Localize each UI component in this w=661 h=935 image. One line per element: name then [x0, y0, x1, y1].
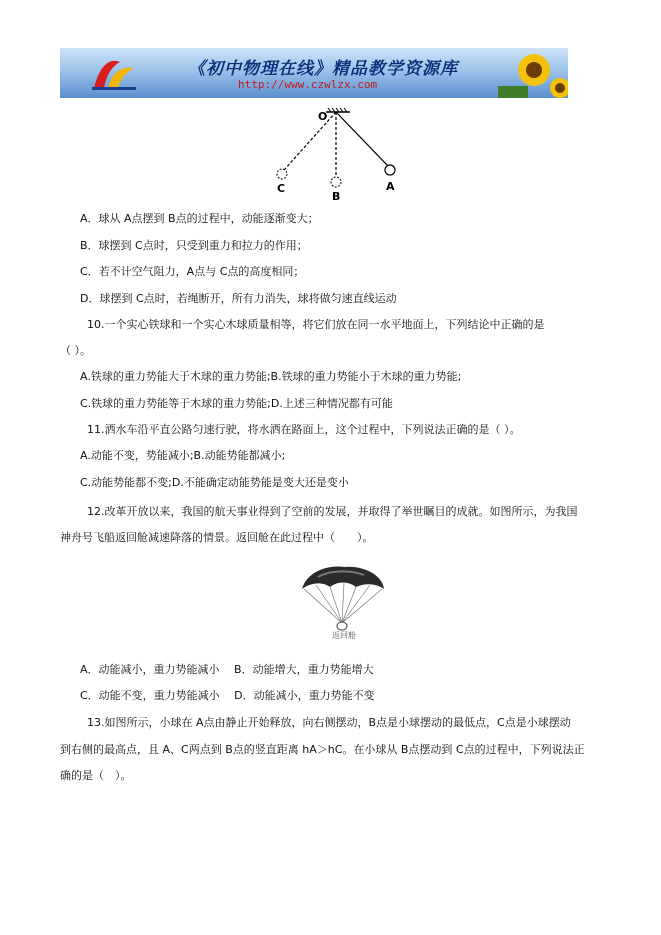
q12-stem-cont: 神舟号飞船返回舱减速降落的情景。返回舱在此过程中（ ）。 — [60, 531, 374, 544]
q11-options-ab: A.动能不变，势能减小;B.动能势能都减小; — [80, 449, 286, 462]
q11-stem: 11.洒水车沿平直公路匀速行驶，将水洒在路面上，这个过程中，下列说法正确的是（ ）。 — [87, 423, 521, 436]
q9-option-a: A．球从 A点摆到 B点的过程中，动能逐渐变大； — [80, 212, 319, 225]
parachute-caption: 返回舱 — [332, 631, 356, 640]
label-b: B — [332, 190, 341, 202]
q10-stem-cont: （ ）。 — [60, 344, 91, 357]
sunflower-icon — [488, 48, 568, 98]
q13-stem: 13.如图所示，小球在 A点由静止开始释放，向右侧摆动，B点是小球摆动的最低点，C点是小球摆动 — [87, 716, 571, 729]
q10-options-cd: C.铁球的重力势能等于木球的重力势能;D.上述三种情况都有可能 — [80, 397, 393, 410]
label-a: A — [386, 180, 395, 193]
q13-stem-cont2: 确的是（ ）。 — [60, 769, 132, 782]
q11-options-cd: C.动能势能都不变;D.不能确定动能势能是变大还是变小 — [80, 476, 349, 489]
q10-stem: 10.一个实心铁球和一个实心木球质量相等，将它们放在同一水平地面上，下列结论中正确的是 — [87, 318, 545, 331]
q12-options-cd: C．动能不变，重力势能减小 D．动能减小，重力势能不变 — [80, 689, 375, 702]
q10-options-ab: A.铁球的重力势能大于木球的重力势能;B.铁球的重力势能小于木球的重力势能; — [80, 370, 462, 383]
banner-url: http://www.czwlzx.com — [238, 78, 378, 91]
q12-options-ab: A．动能减小，重力势能减小 B．动能增大，重力势能增大 — [80, 663, 374, 676]
q9-option-c: C．若不计空气阻力，A点与 C点的高度相同； — [80, 265, 305, 278]
header-banner — [60, 48, 568, 98]
label-o: O — [318, 110, 328, 123]
q9-option-d: D．球摆到 C点时，若绳断开，所有力消失，球将做匀速直线运动 — [80, 292, 397, 305]
banner-title: 《初中物理在线》精品教学资源库 — [188, 59, 458, 79]
q9-option-b: B．球摆到 C点时，只受到重力和拉力的作用； — [80, 239, 308, 252]
logo-icon — [90, 54, 138, 94]
label-c: C — [277, 182, 286, 195]
q12-stem: 12.改革开放以来，我国的航天事业得到了空前的发展，并取得了举世瞩目的成就。如图所示，为我国 — [87, 505, 578, 518]
pendulum-figure — [270, 106, 410, 202]
q13-stem-cont: 到右侧的最高点，且 A、C两点到 B点的竖直距离 hA＞hC。在小球从 B点摆动到 C点的过程中，下列说法正 — [60, 743, 585, 756]
